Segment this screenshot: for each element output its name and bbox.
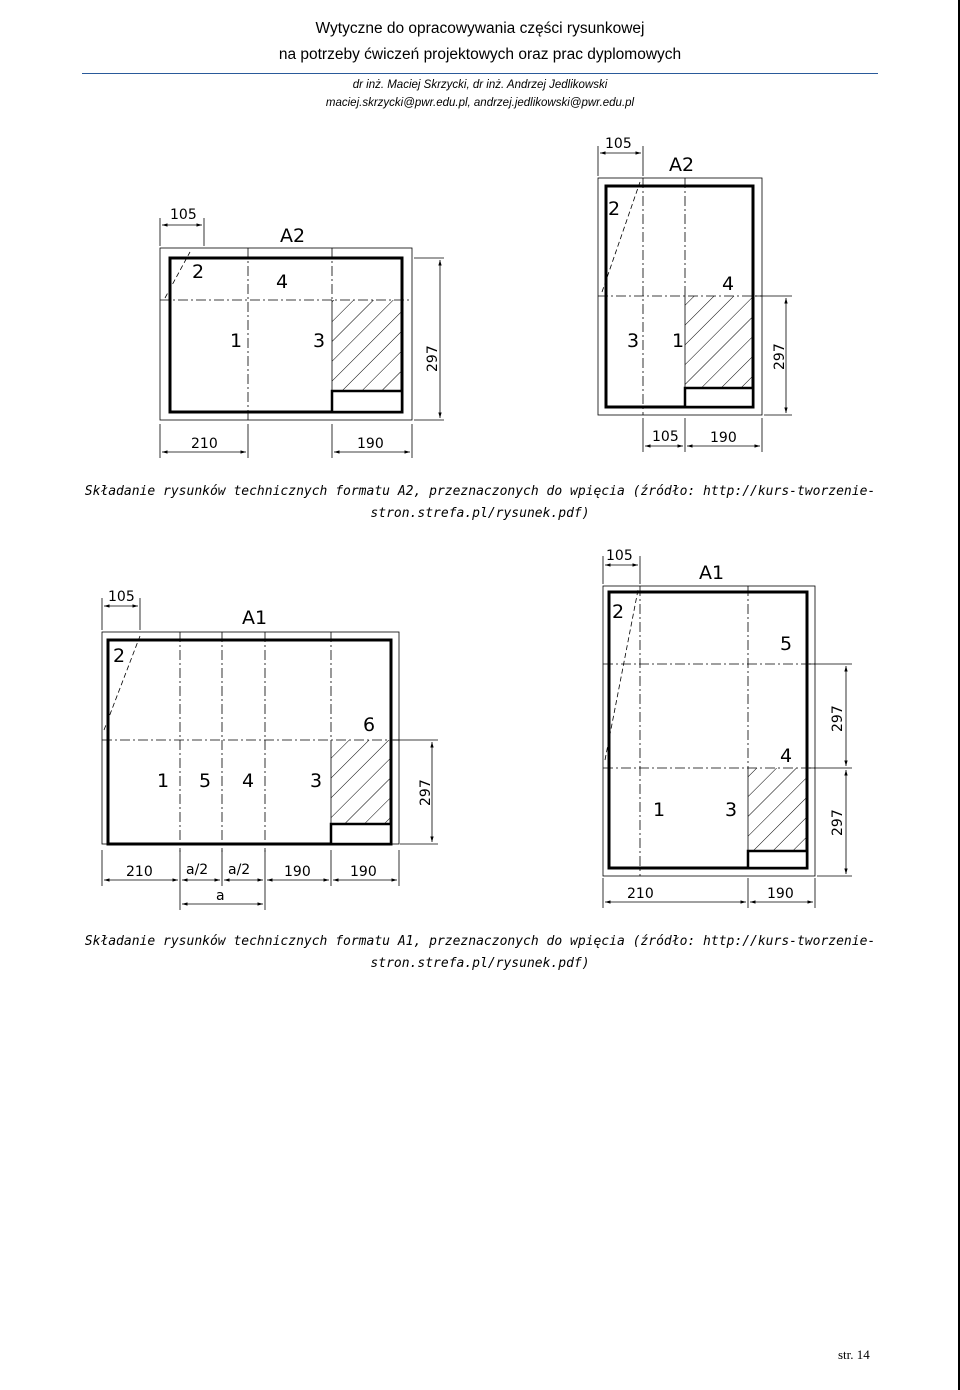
a2-landscape-format: A2 (280, 225, 306, 247)
figure-a2-caption (80, 481, 880, 525)
fold-number: 6 (363, 714, 376, 736)
fold-number: 1 (230, 330, 243, 352)
fold-number: 1 (157, 770, 170, 792)
dimension-label: 210 (191, 436, 218, 452)
dimension-label: 297 (830, 705, 846, 732)
fold-number: 4 (276, 271, 289, 293)
a2-portrait-sheet (598, 136, 792, 452)
dimension-label: 297 (418, 779, 434, 806)
authors: dr inż. Maciej Skrzycki, dr inż. Andrzej Jedlikowski (352, 79, 608, 91)
document-title-line1: Wytyczne do opracowywania części rysunkowej (315, 20, 645, 37)
a1-landscape-sheet (102, 589, 438, 910)
fold-number: 4 (242, 770, 255, 792)
dimension-label: 210 (627, 886, 654, 902)
dimension-label: a/2 (228, 862, 251, 878)
dimension-label: 297 (830, 809, 846, 836)
dimension-label: 105 (606, 548, 633, 564)
fold-number: 3 (313, 330, 326, 352)
dimension-label: 105 (605, 136, 632, 152)
a1-portrait-format: A1 (699, 562, 725, 584)
a1-portrait-sheet (603, 548, 852, 908)
fold-number: 3 (310, 770, 323, 792)
dimension-label: 105 (652, 429, 679, 445)
dimension-label: 297 (425, 345, 441, 372)
a2-landscape-sheet (160, 207, 444, 458)
dimension-label: 210 (126, 864, 153, 880)
fold-number: 2 (608, 198, 621, 220)
dimension-label: 190 (284, 864, 311, 880)
fold-number: 1 (672, 330, 685, 352)
fold-number: 4 (780, 745, 793, 767)
fold-number: 5 (199, 770, 212, 792)
a2-portrait-title-block (685, 388, 753, 407)
fold-number: 3 (627, 330, 640, 352)
dimension-label: 190 (350, 864, 377, 880)
a2-landscape-title-block (332, 391, 402, 412)
a1-landscape-format: A1 (242, 607, 268, 629)
fold-number: 3 (725, 799, 738, 821)
figure-a1-caption (80, 931, 880, 975)
fold-number: 2 (192, 261, 205, 283)
dimension-label: 190 (767, 886, 794, 902)
caption-line: stron.strefa.pl/rysunek.pdf) (370, 506, 590, 521)
a2-portrait-format: A2 (669, 154, 695, 176)
fold-number: 2 (113, 645, 126, 667)
caption-line: Składanie rysunków technicznych formatu A1, przeznaczonych do wpięcia (źródło: http://kurs-tworzenie- (84, 934, 876, 949)
caption-line: stron.strefa.pl/rysunek.pdf) (370, 956, 590, 971)
dimension-label: a (216, 888, 225, 904)
dimension-label: 105 (108, 589, 135, 605)
fold-number: 4 (722, 273, 735, 295)
author-emails: maciej.skrzycki@pwr.edu.pl, andrzej.jedlikowski@pwr.edu.pl (325, 97, 635, 109)
page-number: str. 14 (838, 1347, 870, 1362)
a1-portrait-title-block (748, 851, 807, 868)
fold-number: 1 (653, 799, 666, 821)
a1-landscape-title-block (331, 824, 391, 844)
fold-number: 2 (612, 601, 625, 623)
dimension-label: a/2 (186, 862, 209, 878)
dimension-label: 190 (710, 430, 737, 446)
dimension-label: 105 (170, 207, 197, 223)
document-title-line2: na potrzeby ćwiczeń projektowych oraz prac dyplomowych (278, 46, 682, 63)
dimension-label: 190 (357, 436, 384, 452)
dimension-label: 297 (772, 343, 788, 370)
caption-line: Składanie rysunków technicznych formatu A2, przeznaczonych do wpięcia (źródło: http://kurs-tworzenie- (84, 484, 876, 499)
fold-number: 5 (780, 633, 793, 655)
